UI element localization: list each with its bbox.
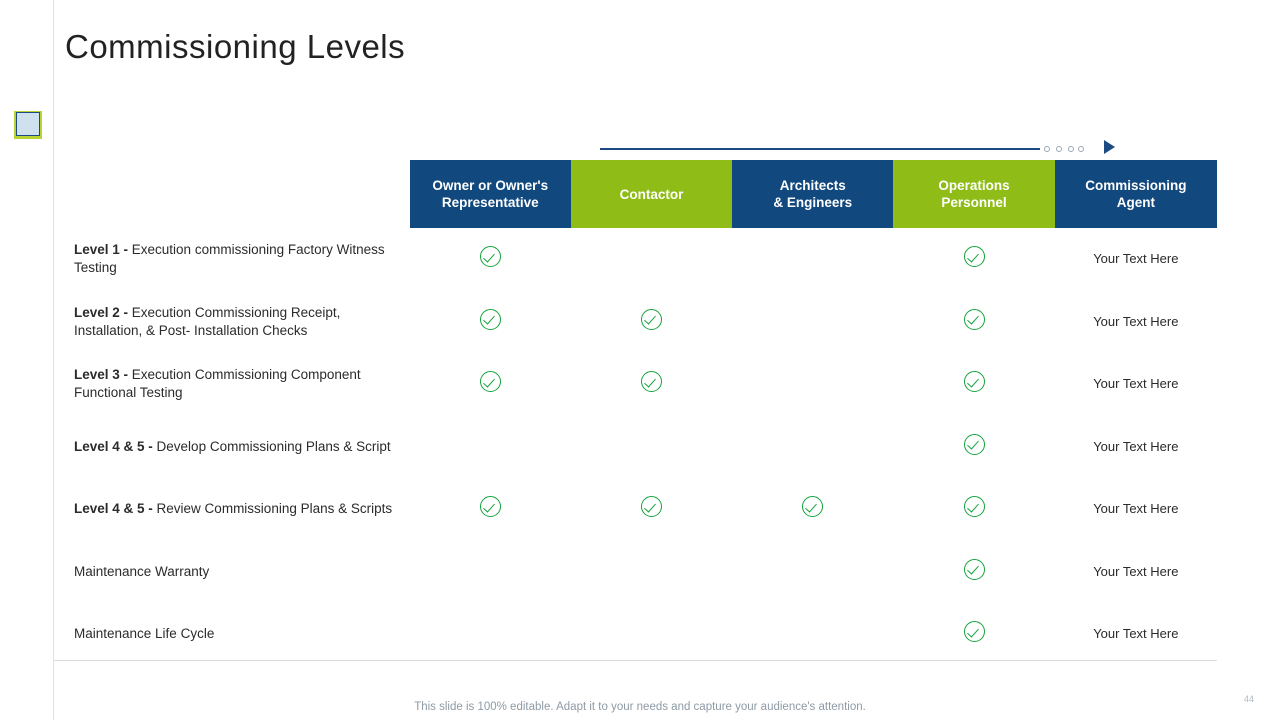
cell-contactor (571, 541, 732, 604)
row-label-text: Review Commissioning Plans & Scripts (156, 501, 393, 517)
check-circle-icon (964, 309, 985, 330)
cell-agent (1055, 291, 1217, 354)
header-agent-line2: Agent (1116, 195, 1155, 210)
footer-note: This slide is 100% editable. Adapt it to your needs and capture your audience's attention. (414, 701, 866, 713)
cell-architects (732, 603, 893, 666)
cell-owner (410, 291, 571, 354)
row-label-text: Execution commissioning Factory Witness Testing (74, 242, 385, 276)
cell-architects (732, 228, 893, 291)
row-label (54, 478, 410, 541)
check-circle-icon (964, 621, 985, 642)
cell-architects (732, 353, 893, 416)
header-blank (54, 160, 410, 228)
cell-owner (410, 228, 571, 291)
header-operations (893, 160, 1054, 228)
table-row (54, 228, 1217, 291)
header-agent-line1: Commissioning (1085, 178, 1187, 193)
left-rail (0, 0, 54, 720)
progress-dot (1044, 146, 1050, 152)
progress-dot (1078, 146, 1084, 152)
agent-text: Your Text Here (1093, 251, 1179, 267)
row-label (54, 603, 410, 666)
row-label-bold: Level 3 - (74, 367, 132, 383)
cell-agent (1055, 603, 1217, 666)
header-operations-line1: Operations (938, 178, 1010, 193)
cell-operations (893, 603, 1054, 666)
header-commissioning-agent (1055, 160, 1217, 228)
table-row (54, 541, 1217, 604)
cell-owner (410, 541, 571, 604)
header-operations-line2: Personnel (941, 195, 1007, 210)
table-row (54, 478, 1217, 541)
cell-operations (893, 478, 1054, 541)
cell-operations (893, 416, 1054, 479)
cell-contactor (571, 228, 732, 291)
cell-agent (1055, 353, 1217, 416)
table-row (54, 353, 1217, 416)
cell-owner (410, 478, 571, 541)
check-circle-icon (802, 496, 823, 517)
check-circle-icon (964, 559, 985, 580)
agent-text: Your Text Here (1093, 438, 1179, 454)
cell-owner (410, 603, 571, 666)
header-architects-line2: & Engineers (773, 195, 853, 210)
cell-owner (410, 353, 571, 416)
row-label (54, 353, 410, 416)
play-triangle-icon (1104, 140, 1115, 154)
progress-line (600, 148, 1040, 150)
check-circle-icon (964, 496, 985, 517)
row-label-text: Maintenance Life Cycle (74, 626, 215, 642)
agent-text: Your Text Here (1093, 376, 1179, 392)
cell-operations (893, 353, 1054, 416)
check-circle-icon (480, 246, 501, 267)
header-owner-line2: Representative (441, 195, 539, 210)
cell-agent (1055, 228, 1217, 291)
cell-contactor (571, 353, 732, 416)
table-row (54, 291, 1217, 354)
cell-operations (893, 228, 1054, 291)
row-label-text: Develop Commissioning Plans & Script (156, 438, 391, 454)
check-circle-icon (480, 371, 501, 392)
page-number: 44 (1243, 694, 1254, 704)
cell-contactor (571, 478, 732, 541)
table-row (54, 603, 1217, 666)
cell-operations (893, 541, 1054, 604)
row-label (54, 228, 410, 291)
table-row (54, 416, 1217, 479)
cell-contactor (571, 603, 732, 666)
cell-agent (1055, 416, 1217, 479)
row-label-text: Maintenance Warranty (74, 563, 210, 579)
progress-dot (1056, 146, 1062, 152)
row-label-bold: Level 4 & 5 - (74, 501, 157, 517)
header-contactor (571, 160, 732, 228)
cell-operations (893, 291, 1054, 354)
agent-text: Your Text Here (1093, 501, 1179, 517)
cell-architects (732, 541, 893, 604)
check-circle-icon (641, 371, 662, 392)
check-circle-icon (964, 371, 985, 392)
check-circle-icon (964, 434, 985, 455)
cell-architects (732, 416, 893, 479)
row-label-bold: Level 2 - (74, 304, 132, 320)
cell-architects (732, 478, 893, 541)
row-label (54, 541, 410, 604)
page-title: Commissioning Levels (65, 28, 406, 65)
header-architects (732, 160, 893, 228)
progress-dot (1068, 146, 1074, 152)
header-owner-line1: Owner or Owner's (432, 178, 549, 193)
row-label-bold: Level 4 & 5 - (74, 438, 157, 454)
table-bottom-divider (54, 660, 1217, 661)
row-label-text: Execution Commissioning Component Functional Testing (74, 367, 361, 401)
cell-agent (1055, 478, 1217, 541)
check-circle-icon (480, 496, 501, 517)
row-label-bold: Level 1 - (74, 242, 132, 258)
cell-architects (732, 291, 893, 354)
accent-square-blue (16, 112, 40, 136)
check-circle-icon (480, 309, 501, 330)
header-owner (410, 160, 571, 228)
agent-text: Your Text Here (1093, 563, 1179, 579)
progress-decoration (600, 146, 1120, 152)
cell-contactor (571, 291, 732, 354)
header-architects-line1: Architects (779, 178, 846, 193)
header-contactor-line1: Contactor (619, 186, 684, 202)
agent-text: Your Text Here (1093, 313, 1179, 329)
table-header-row (54, 160, 1217, 228)
row-label (54, 416, 410, 479)
cell-agent (1055, 541, 1217, 604)
check-circle-icon (964, 246, 985, 267)
agent-text: Your Text Here (1093, 626, 1179, 642)
row-label-text: Execution Commissioning Receipt, Installation, & Post- Installation Checks (74, 304, 341, 338)
table-body (54, 228, 1217, 666)
cell-contactor (571, 416, 732, 479)
check-circle-icon (641, 496, 662, 517)
row-label (54, 291, 410, 354)
check-circle-icon (641, 309, 662, 330)
commissioning-matrix (54, 160, 1217, 666)
cell-owner (410, 416, 571, 479)
